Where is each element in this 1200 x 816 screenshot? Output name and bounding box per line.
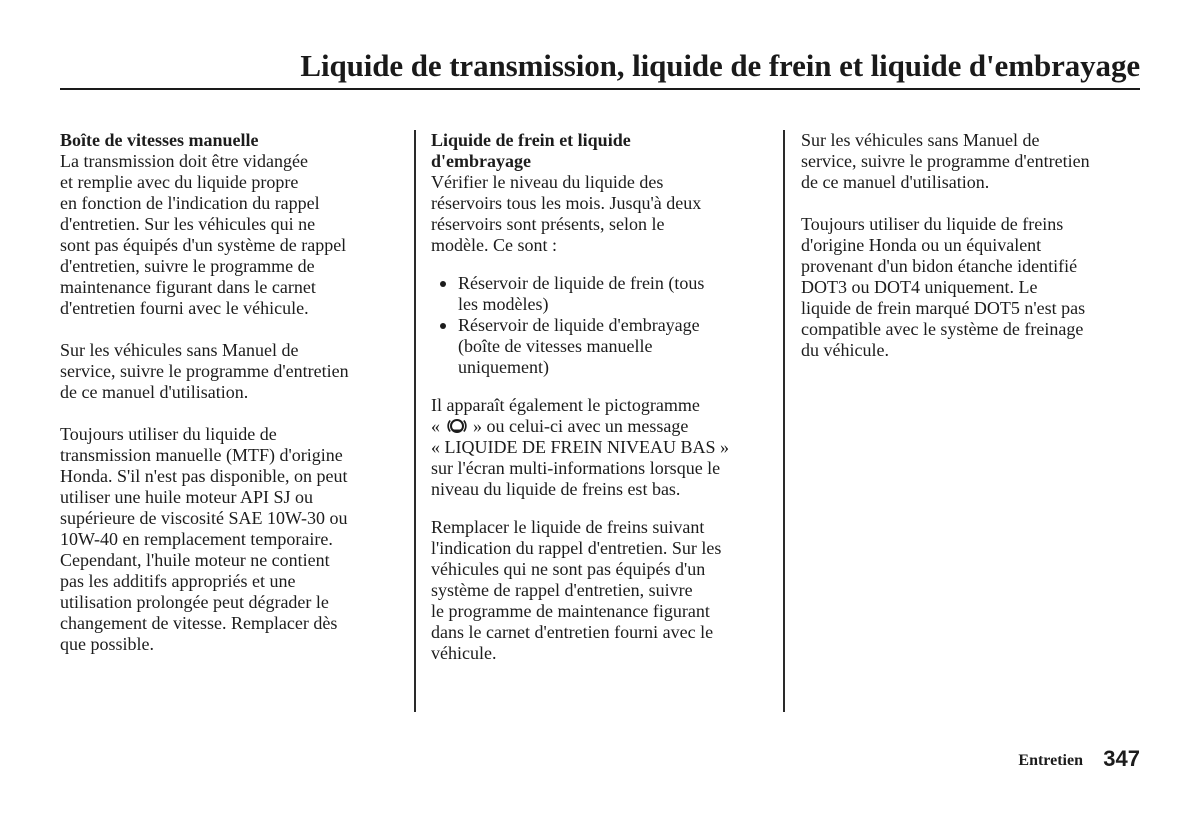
list-item — [431, 273, 771, 315]
text-line: liquide de frein marqué DOT5 n'est pas — [801, 298, 1086, 318]
text-line: provenant d'un bidon étanche identifié — [801, 256, 1078, 276]
text-line: Cependant, l'huile moteur ne contient — [60, 550, 330, 570]
column-1 — [60, 130, 405, 655]
title-divider — [60, 88, 1140, 90]
paragraph-manual-gearbox-intro — [60, 151, 405, 319]
text-line: les modèles) — [458, 294, 549, 314]
text-line: sont pas équipés d'un système de rappel — [60, 235, 347, 255]
text-line: système de rappel d'entretien, suivre — [431, 580, 693, 600]
column-2 — [431, 130, 771, 664]
text-line: et remplie avec du liquide propre — [60, 172, 299, 192]
text-line: de ce manuel d'utilisation. — [60, 382, 249, 402]
paragraph-check-reservoirs — [431, 172, 771, 256]
list-item — [431, 315, 771, 378]
text-line: véhicule. — [431, 643, 497, 663]
text-line: 10W-40 en remplacement temporaire. — [60, 529, 333, 549]
text-line: Sur les véhicules sans Manuel de — [60, 340, 299, 360]
text-line: d'entretien fourni avec le véhicule. — [60, 298, 309, 318]
paragraph-brake-warning — [431, 395, 771, 500]
text-line: La transmission doit être vidangée — [60, 151, 308, 171]
text-line: Remplacer le liquide de freins suivant — [431, 517, 705, 537]
text-line: DOT3 ou DOT4 uniquement. Le — [801, 277, 1038, 297]
text-line: service, suivre le programme d'entretien — [60, 361, 349, 381]
paragraph-replace-brake-fluid — [431, 517, 771, 664]
text-line: d'origine Honda ou un équivalent — [801, 235, 1042, 255]
text-line: maintenance figurant dans le carnet — [60, 277, 316, 297]
text-line: du véhicule. — [801, 340, 889, 360]
text-line: transmission manuelle (MTF) d'origine — [60, 445, 343, 465]
text-line: compatible avec le système de freinage — [801, 319, 1084, 339]
text-line: Sur les véhicules sans Manuel de — [801, 130, 1040, 150]
heading-line: d'embrayage — [431, 151, 531, 171]
text-line: Réservoir de liquide de frein (tous — [458, 273, 705, 293]
bullet-icon — [440, 281, 446, 287]
text-line: Honda. S'il n'est pas disponible, on peut — [60, 466, 348, 486]
brake-warning-icon — [447, 417, 467, 435]
section-label: Entretien — [1018, 752, 1083, 769]
text-line: en fonction de l'indication du rappel — [60, 193, 320, 213]
paragraph-no-service-manual — [60, 340, 405, 403]
text-line: Réservoir de liquide d'embrayage — [458, 315, 700, 335]
text-line: le programme de maintenance figurant — [431, 601, 710, 621]
page-title: Liquide de transmission, liquide de frein et liquide d'embrayage — [300, 48, 1140, 83]
column-divider-2 — [783, 130, 785, 712]
heading-line: Liquide de frein et liquide — [431, 130, 631, 150]
section-heading-brake-clutch-fluid — [431, 130, 771, 172]
text-line: d'entretien, suivre le programme de — [60, 256, 315, 276]
section-heading-manual-gearbox: Boîte de vitesses manuelle — [60, 130, 259, 150]
paragraph-dot-fluid — [801, 214, 1146, 361]
text-line: que possible. — [60, 634, 154, 654]
text-line: de ce manuel d'utilisation. — [801, 172, 990, 192]
column-divider-1 — [414, 130, 416, 712]
text-line: niveau du liquide de freins est bas. — [431, 479, 681, 499]
text-line: utilisation prolongée peut dégrader le — [60, 592, 329, 612]
paragraph-no-service-manual-brake — [801, 130, 1146, 193]
text-line: uniquement) — [458, 357, 549, 377]
text-line: Toujours utiliser du liquide de — [60, 424, 277, 444]
paragraph-mtf-fluid — [60, 424, 405, 655]
text-fragment: « — [431, 416, 440, 436]
reservoir-list — [431, 273, 771, 378]
text-line: Toujours utiliser du liquide de freins — [801, 214, 1064, 234]
text-line: dans le carnet d'entretien fourni avec le — [431, 622, 714, 642]
text-line: (boîte de vitesses manuelle — [458, 336, 653, 356]
text-line: d'entretien. Sur les véhicules qui ne — [60, 214, 316, 234]
text-line: utiliser une huile moteur API SJ ou — [60, 487, 313, 507]
text-line: « LIQUIDE DE FREIN NIVEAU BAS » — [431, 437, 729, 457]
text-line: l'indication du rappel d'entretien. Sur les — [431, 538, 722, 558]
text-line: sur l'écran multi-informations lorsque le — [431, 458, 721, 478]
page-number: 347 — [1103, 746, 1140, 771]
text-line: Vérifier le niveau du liquide des — [431, 172, 664, 192]
text-line: réservoirs sont présents, selon le — [431, 214, 665, 234]
text-line: service, suivre le programme d'entretien — [801, 151, 1090, 171]
bullet-icon — [440, 323, 446, 329]
text-line: véhicules qui ne sont pas équipés d'un — [431, 559, 706, 579]
text-line: pas les additifs appropriés et une — [60, 571, 296, 591]
column-3 — [801, 130, 1146, 361]
text-line: modèle. Ce sont : — [431, 235, 557, 255]
text-line: changement de vitesse. Remplacer dès — [60, 613, 338, 633]
text-fragment: » ou celui-ci avec un message — [473, 416, 689, 436]
text-line: réservoirs tous les mois. Jusqu'à deux — [431, 193, 702, 213]
text-line: Il apparaît également le pictogramme — [431, 395, 700, 415]
text-line: supérieure de viscosité SAE 10W-30 ou — [60, 508, 348, 528]
